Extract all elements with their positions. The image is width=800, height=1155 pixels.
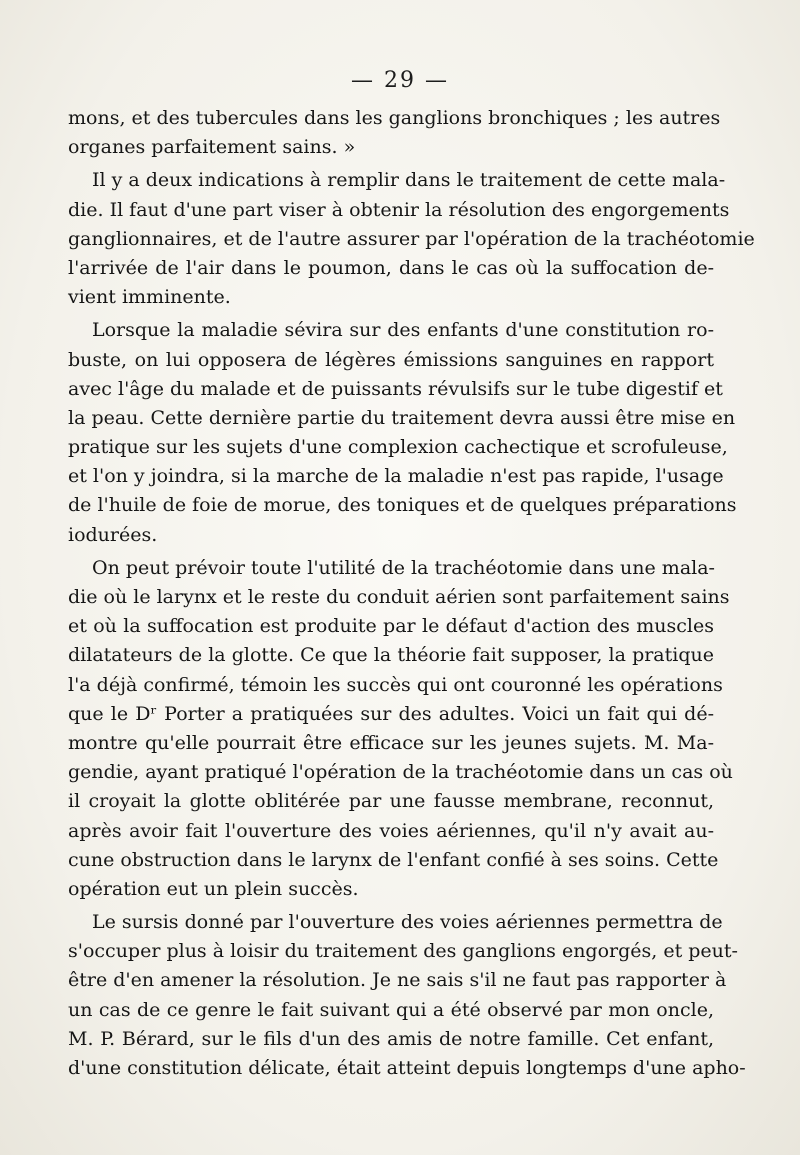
text-line: iodurées. [68, 523, 158, 546]
text-line: d'une constitution délicate, était atteint depuis longtemps d'une apho- [68, 1057, 746, 1079]
paragraph [68, 908, 746, 1083]
text-line: la peau. Cette dernière partie du traitement devra aussi être mise en [68, 406, 736, 429]
paragraph [68, 166, 755, 312]
text-line: ganglionnaires, et de l'autre assurer par l'opération de la trachéotomie [68, 227, 755, 250]
body-text [68, 104, 755, 1083]
text-line: dilatateurs de la glotte. Ce que la théorie fait supposer, la pratique [68, 644, 714, 667]
text-line: Le sursis donné par l'ouverture des voies aériennes permettra de [92, 911, 723, 934]
text-line: organes parfaitement sains. » [68, 136, 356, 159]
text-line: l'a déjà confirmé, témoin les succès qui ont couronné les opérations [68, 673, 723, 696]
text-line: M. P. Bérard, sur le fils d'un des amis de notre famille. Cet enfant, [68, 1027, 714, 1050]
paragraph [68, 554, 733, 904]
text-line: l'arrivée de l'air dans le poumon, dans le cas où la suffocation de- [68, 256, 714, 279]
text-line: être d'en amener la résolution. Je ne sais s'il ne faut pas rapporter à [68, 969, 727, 992]
text-line: un cas de ce genre le fait suivant qui a été observé par mon oncle, [68, 998, 714, 1021]
text-line: montre qu'elle pourrait être efficace sur les jeunes sujets. M. Ma- [68, 731, 714, 754]
text-line: il croyait la glotte oblitérée par une fausse membrane, reconnut, [68, 790, 714, 813]
text-line: die où le larynx et le reste du conduit aérien sont parfaitement sains [68, 586, 730, 608]
text-line: opération eut un plein succès. [68, 877, 359, 900]
text-line: et où la suffocation est produite par le défaut d'action des muscles [68, 615, 714, 638]
text-line: die. Il faut d'une part viser à obtenir la résolution des engorgements [68, 198, 730, 221]
text-line: mons, et des tubercules dans les ganglions bronchiques ; les autres [68, 107, 721, 129]
text-line: pratique sur les sujets d'une complexion cachectique et scrofuleuse, [68, 436, 728, 459]
text-line: après avoir fait l'ouverture des voies aériennes, qu'il n'y avait au- [68, 819, 714, 842]
text-line: On peut prévoir toute l'utilité de la trachéotomie dans une mala- [92, 556, 715, 579]
text-line: que le Dʳ Porter a pratiquées sur des adultes. Voici un fait qui dé- [68, 702, 714, 725]
text-line: s'occuper plus à loisir du traitement des ganglions engorgés, et peut- [68, 940, 738, 963]
text-line: buste, on lui opposera de légères émissions sanguines en rapport [68, 348, 714, 371]
paragraph [68, 316, 737, 550]
text-line: Lorsque la maladie sévira sur des enfants d'une constitution ro- [92, 319, 714, 342]
text-line: avec l'âge du malade et de puissants révulsifs sur le tube digestif et [68, 377, 723, 400]
text-line: gendie, ayant pratiqué l'opération de la trachéotomie dans un cas où [68, 761, 733, 784]
page-number: — 29 — [351, 68, 449, 93]
text-line: cune obstruction dans le larynx de l'enfant confié à ses soins. Cette [68, 848, 719, 871]
paragraph [68, 104, 721, 162]
text-line: vient imminente. [68, 286, 231, 309]
text-line: de l'huile de foie de morue, des toniques et de quelques préparations [68, 494, 737, 517]
text-line: Il y a deux indications à remplir dans le traitement de cette mala- [92, 169, 726, 192]
text-line: et l'on y joindra, si la marche de la maladie n'est pas rapide, l'usage [68, 465, 724, 488]
